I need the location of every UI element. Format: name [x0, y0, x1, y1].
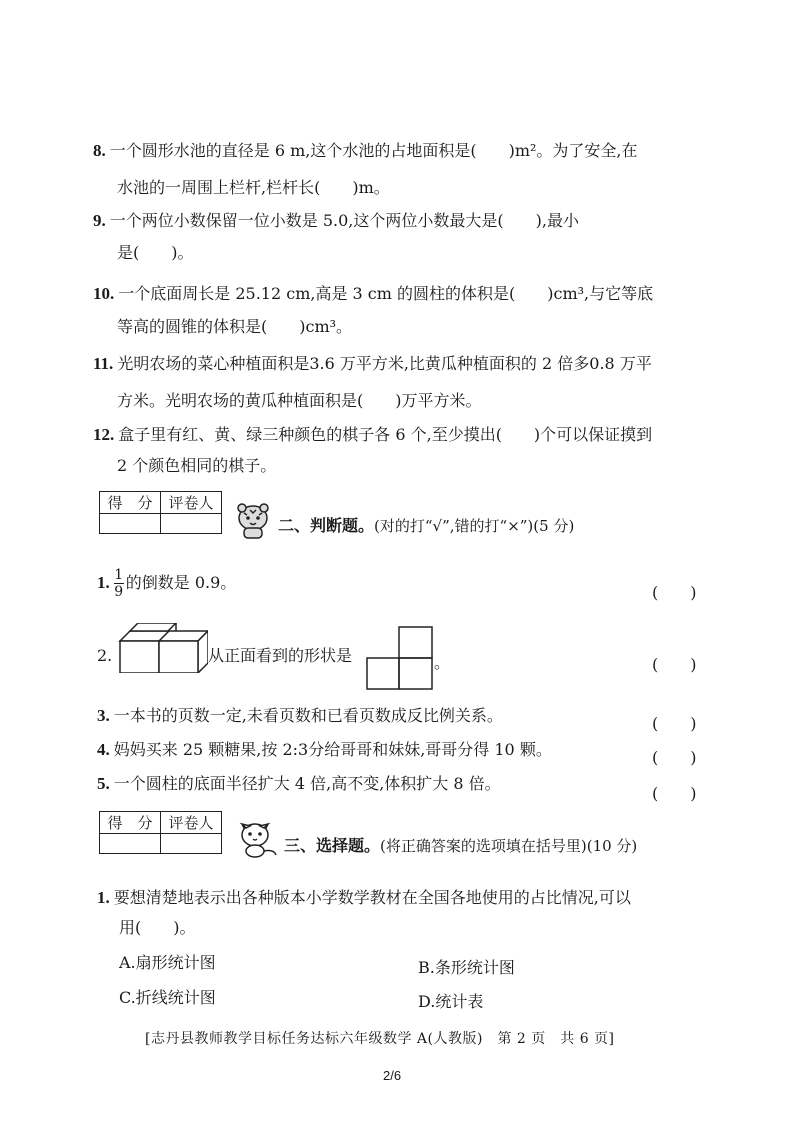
question-text: 一个两位小数保留一位小数是 5.0,这个两位小数最大是( ),最小: [109, 211, 579, 230]
question-text: 的倒数是 0.9。: [125, 573, 237, 592]
score-label: 得 分: [100, 492, 161, 514]
question-text: 盒子里有红、黄、绿三种颜色的棋子各 6 个,至少摸出( )个可以保证摸到: [118, 425, 653, 444]
section-3-heading: [284, 833, 637, 856]
grader-cell: [161, 514, 222, 534]
section-3-note: (将正确答案的选项填在括号里)(10 分): [380, 837, 638, 855]
judge-2-number: 2.: [97, 646, 113, 665]
judge-2-text: 从正面看到的形状是: [208, 646, 353, 665]
question-9-line1: [93, 210, 579, 232]
section-3-title: 三、选择题。: [284, 836, 381, 855]
grader-label: 评卷人: [161, 492, 222, 514]
tiger-mascot-icon: [230, 500, 276, 540]
fraction: [114, 568, 124, 599]
judge-3: [97, 705, 503, 727]
exam-footer: [志丹县教师教学目标任务达标六年级数学 A(人教版) 第 2 页 共 6 页]: [145, 1031, 615, 1047]
section-2-title: 二、判断题。: [278, 516, 375, 535]
answer-paren[interactable]: ( ): [652, 655, 697, 674]
score-label: 得 分: [100, 812, 161, 834]
section-2-note: (对的打“√”,错的打“×”)(5 分): [374, 517, 575, 535]
choice-1-line1: [97, 887, 631, 909]
question-12-line1: [93, 424, 652, 446]
grader-label: 评卷人: [161, 812, 222, 834]
answer-paren[interactable]: ( ): [652, 714, 697, 733]
question-text: 要想清楚地表示出各种版本小学数学教材在全国各地使用的占比情况,可以: [113, 888, 631, 907]
score-box: [99, 811, 222, 854]
question-text: 一本书的页数一定,未看页数和已看页数成反比例关系。: [113, 706, 503, 725]
question-text: 一个圆形水池的直径是 6 m,这个水池的占地面积是( )m²。为了安全,在: [109, 141, 638, 160]
question-number: 1.: [97, 573, 110, 592]
fraction-denominator: 9: [114, 584, 124, 600]
judge-4: [97, 739, 552, 761]
question-number: 10.: [93, 284, 115, 303]
question-number: 3.: [97, 706, 110, 725]
option-a[interactable]: A.扇形统计图: [119, 953, 216, 972]
section-2-heading: [278, 513, 574, 536]
question-number: 11.: [93, 354, 114, 373]
judge-1: [97, 568, 236, 599]
question-number: 4.: [97, 740, 110, 759]
question-10-line2: 等高的圆锥的体积是( )cm³。: [117, 317, 353, 336]
question-11-line2: 方米。光明农场的黄瓜种植面积是( )万平方米。: [117, 391, 482, 410]
choice-1-line2: 用( )。: [119, 918, 196, 937]
question-8-line2: 水池的一周围上栏杆,栏杆长( )m。: [117, 178, 390, 197]
judge-2-end: 。: [434, 653, 451, 672]
question-number: 8.: [93, 141, 106, 160]
question-number: 1.: [97, 888, 110, 907]
option-b[interactable]: B.条形统计图: [418, 958, 515, 977]
front-view-figure: [366, 626, 434, 690]
question-text: 妈妈买来 25 颗糖果,按 2:3分给哥哥和妹妹,哥哥分得 10 颗。: [113, 740, 552, 759]
question-12-line2: 2 个颜色相同的棋子。: [117, 456, 277, 475]
option-d[interactable]: D.统计表: [418, 992, 484, 1011]
cat-mascot-icon: [232, 818, 280, 858]
question-number: 9.: [93, 211, 106, 230]
question-number: 12.: [93, 425, 115, 444]
question-11-line1: [93, 353, 652, 375]
answer-paren[interactable]: ( ): [652, 583, 697, 602]
question-text: 一个底面周长是 25.12 cm,高是 3 cm 的圆柱的体积是( )cm³,与它等底: [118, 284, 654, 303]
question-10-line1: [93, 283, 653, 305]
score-cell: [100, 834, 161, 854]
question-9-line2: 是( )。: [117, 243, 194, 262]
question-text: 光明农场的菜心种植面积是3.6 万平方米,比黄瓜种植面积的 2 倍多0.8 万平: [117, 354, 652, 373]
score-cell: [100, 514, 161, 534]
question-text: 一个圆柱的底面半径扩大 4 倍,高不变,体积扩大 8 倍。: [113, 774, 501, 793]
cube-solid-figure: [118, 623, 208, 673]
answer-paren[interactable]: ( ): [652, 784, 697, 803]
fraction-numerator: 1: [114, 567, 124, 583]
judge-5: [97, 773, 501, 795]
option-c[interactable]: C.折线统计图: [119, 988, 216, 1007]
score-box: [99, 491, 222, 534]
page-number: 2/6: [383, 1068, 402, 1083]
question-number: 5.: [97, 774, 110, 793]
question-8-line1: [93, 140, 638, 162]
grader-cell: [161, 834, 222, 854]
answer-paren[interactable]: ( ): [652, 748, 697, 767]
